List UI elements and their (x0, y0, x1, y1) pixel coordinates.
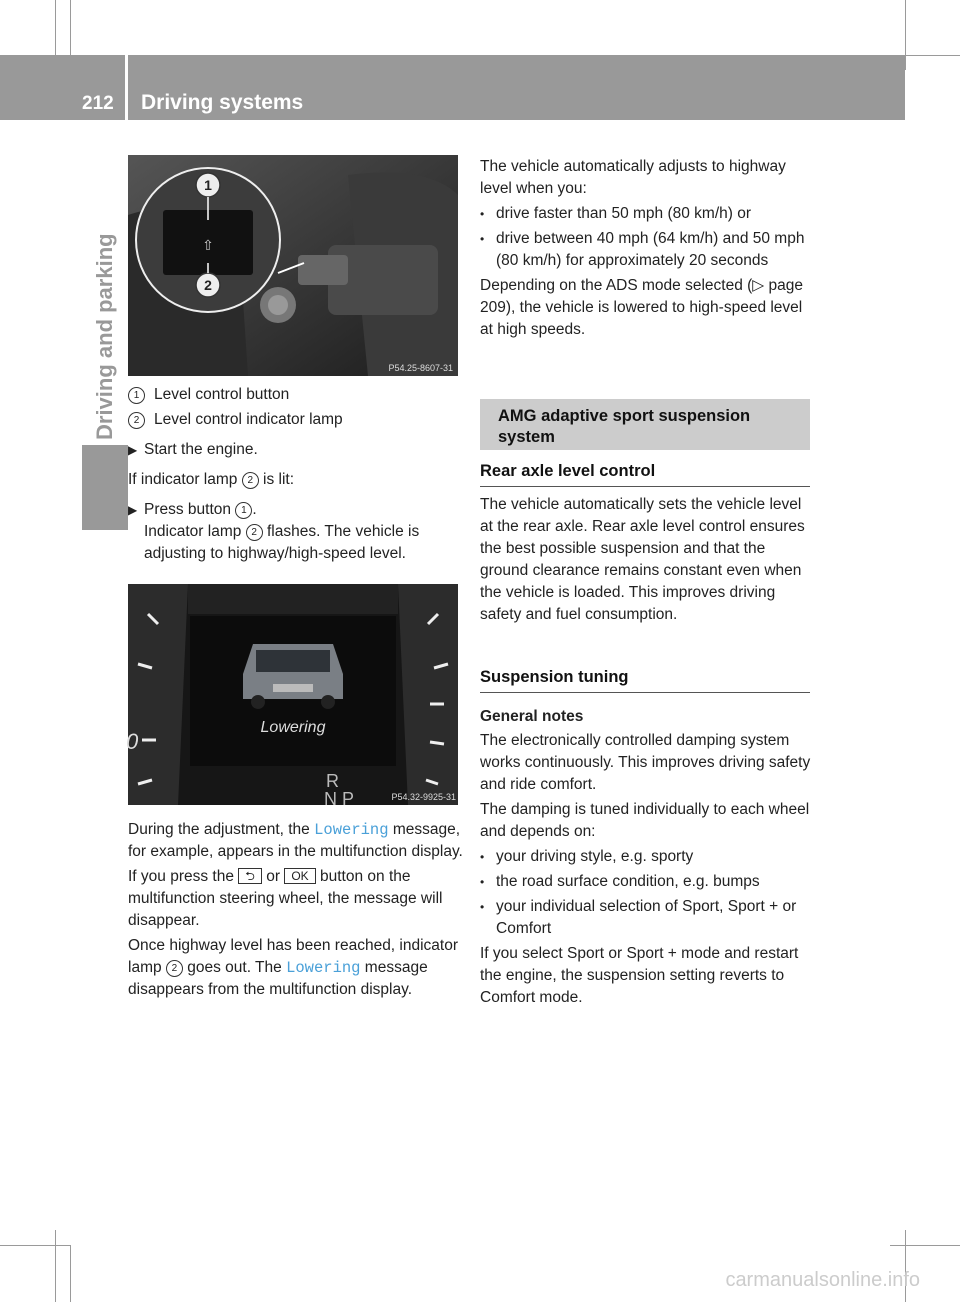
tuned-text: The damping is tuned individually to each wheel and depends on: (480, 801, 810, 840)
ads-mode-text: Depending on the ADS mode selected (▷ page 209), the vehicle is lowered to high-speed level at high speeds. (480, 277, 803, 338)
step-press-button: ▶ Press button 1 . Indicator lamp 2 flashes. The vehicle is adjusting to highway/high-speed level. (128, 501, 420, 562)
left-column (128, 384, 458, 568)
sport-mode-text: If you select Sport or Sport + mode and restart the engine, the suspension setting reverts to Comfort mode. (480, 945, 799, 1006)
lowering-message-text: During the adjustment, the Lowering message, for example, appears in the multifunction display. (128, 821, 463, 860)
multifunction-display-photo (126, 584, 458, 809)
header-separator (125, 55, 128, 120)
watermark: carmanualsonline.info (725, 1269, 920, 1291)
rear-axle-text-block (480, 494, 815, 629)
bullet-item: • drive faster than 50 mph (80 km/h) or (480, 205, 752, 222)
auto-adjust-text: The vehicle automatically adjusts to highway level when you: (480, 158, 786, 197)
level-control-illustration (128, 155, 458, 376)
level-control-photo (128, 155, 458, 376)
svg-text:⇧: ⇧ (202, 238, 214, 254)
bullet-item: • the road surface condition, e.g. bumps (480, 873, 760, 890)
step-start-engine: ▶ Start the engine. (128, 441, 258, 458)
page-number: 212 (82, 93, 114, 114)
highway-level-text: Once highway level has been reached, indicator lamp 2 goes out. The Lowering message disappears from the multifunction display. (128, 937, 459, 998)
ok-key-icon: OK (284, 868, 315, 884)
back-key-icon: ⮌ (238, 868, 262, 884)
indicator-lit-text: If indicator lamp 2 is lit: (128, 471, 295, 488)
damping-text: The electronically controlled damping system works continuously. This improves driving safety and ride comfort. (480, 732, 811, 793)
gear-r: R (326, 771, 339, 791)
side-tab-label-svg (82, 120, 128, 445)
left-column-lower (128, 819, 463, 1004)
heading-general-notes: General notes (480, 708, 584, 725)
legend-item-1: 1 Level control button (128, 384, 458, 406)
heading-suspension-tuning: Suspension tuning (480, 668, 810, 693)
section-heading: AMG adaptive sport suspension system (498, 407, 751, 446)
callout-2-label: 2 (204, 277, 212, 293)
bullet-item: • your individual selection of Sport, Sport + or Comfort (480, 898, 797, 937)
rear-axle-text: The vehicle automatically sets the vehicle level at the rear axle. Rear axle level control ensures the best possible suspension and that the ground clearance remains constant even when the vehicle is loaded. This improves driving safety and fuel consumption. (480, 496, 805, 623)
right-column-top (480, 156, 815, 344)
figure2-code: P54.32-9925-31 (391, 792, 456, 802)
suspension-text-block (480, 706, 815, 1012)
multifunction-display-illustration (126, 584, 458, 809)
side-tab-label-wrap (82, 120, 128, 445)
bullet-item: • drive between 40 mph (64 km/h) and 50 mph (80 km/h) for approximately 20 seconds (480, 230, 805, 269)
gear-np: N P (324, 789, 355, 809)
page-title: Driving systems (141, 91, 304, 114)
bullet-item: • your driving style, e.g. sporty (480, 848, 694, 865)
header-bar (0, 55, 905, 120)
display-lowering-text: Lowering (260, 719, 326, 736)
gauge-number: 0 (126, 729, 139, 754)
heading-rear-axle: Rear axle level control (480, 462, 810, 487)
legend-item-2: 2 Level control indicator lamp (128, 409, 458, 431)
figure1-code: P54.25-8607-31 (388, 363, 453, 373)
press-button-text: If you press the ⮌ or OK button on the multifunction steering wheel, the message will disappear. (128, 868, 443, 929)
callout-1-label: 1 (204, 177, 212, 193)
section-heading-box (480, 399, 810, 450)
side-tab-block (82, 445, 128, 530)
side-tab-label: Driving and parking (92, 233, 117, 440)
